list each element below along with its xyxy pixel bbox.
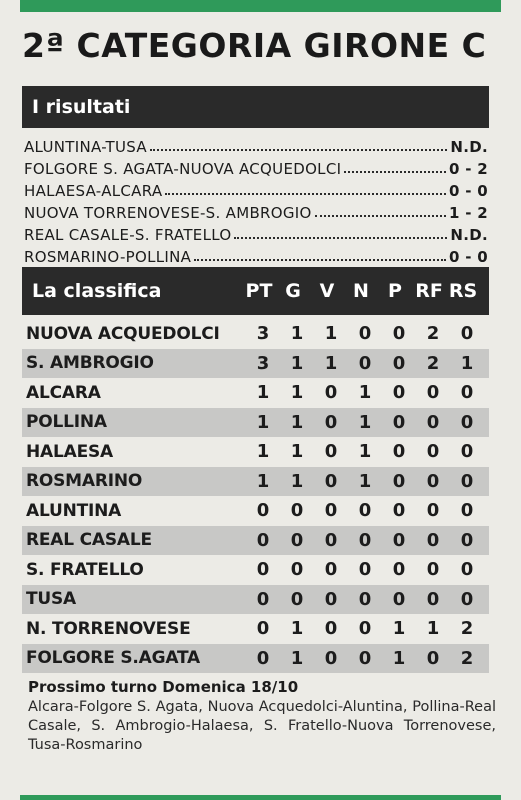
- stat-rf: 0: [426, 559, 440, 581]
- stat-n: 0: [358, 618, 372, 640]
- team-name: S. FRATELLO: [26, 559, 144, 580]
- stat-v: 0: [324, 411, 338, 433]
- stat-pt: 1: [256, 470, 270, 492]
- column-header: RF: [415, 280, 443, 302]
- stat-rf: 2: [426, 323, 440, 345]
- stat-g: 0: [290, 559, 304, 581]
- leader-dots: [194, 259, 446, 261]
- stat-rf: 0: [426, 588, 440, 610]
- leader-dots: [165, 193, 446, 195]
- stat-pt: 0: [256, 647, 270, 669]
- stat-p: 0: [392, 500, 406, 522]
- stat-pt: 0: [256, 588, 270, 610]
- stat-v: 0: [324, 588, 338, 610]
- result-row: [24, 178, 488, 200]
- results-header: [22, 86, 489, 128]
- stat-p: 1: [392, 618, 406, 640]
- next-round-text: Alcara-Folgore S. Agata, Nuova Acquedolci-Aluntina, Pollina-Real Casale, S. Ambrogio-Halaesa, S. Fratello-Nuova Torrenovese, Tusa-Rosmarino: [28, 699, 496, 753]
- result-row: [24, 156, 488, 178]
- table-row: [22, 378, 489, 408]
- stat-pt: 1: [256, 382, 270, 404]
- table-row: [22, 408, 489, 438]
- result-match: ALUNTINA-TUSA: [24, 138, 147, 156]
- result-score: 0 - 0: [448, 248, 488, 266]
- team-name: ALUNTINA: [26, 500, 122, 521]
- stat-pt: 0: [256, 559, 270, 581]
- team-name: S. AMBROGIO: [26, 353, 154, 374]
- next-round-title: Prossimo turno Domenica 18/10: [28, 678, 299, 696]
- team-name: HALAESA: [26, 441, 113, 462]
- stat-rf: 0: [426, 529, 440, 551]
- result-match: NUOVA TORRENOVESE-S. AMBROGIO: [24, 204, 312, 222]
- stat-g: 1: [290, 647, 304, 669]
- stat-g: 1: [290, 352, 304, 374]
- result-row: [24, 134, 488, 156]
- results-label: I risultati: [32, 96, 131, 118]
- bottom-accent-bar: [20, 795, 501, 800]
- leader-dots: [344, 171, 446, 173]
- leader-dots: [150, 149, 447, 151]
- stat-rs: 0: [460, 441, 474, 463]
- team-name: REAL CASALE: [26, 530, 152, 551]
- stat-p: 0: [392, 382, 406, 404]
- stat-v: 1: [324, 352, 338, 374]
- standings-header: [22, 267, 489, 315]
- table-row: [22, 437, 489, 467]
- team-name: ALCARA: [26, 382, 101, 403]
- table-row: [22, 526, 489, 556]
- stat-v: 0: [324, 529, 338, 551]
- team-name: POLLINA: [26, 412, 107, 433]
- stat-g: 1: [290, 470, 304, 492]
- result-score: N.D.: [450, 138, 488, 156]
- stat-pt: 3: [256, 352, 270, 374]
- column-header: RS: [448, 280, 478, 302]
- team-name: NUOVA ACQUEDOLCI: [26, 323, 220, 344]
- stat-pt: 1: [256, 441, 270, 463]
- stat-pt: 0: [256, 529, 270, 551]
- stat-v: 0: [324, 500, 338, 522]
- stat-n: 1: [358, 441, 372, 463]
- stat-rf: 0: [426, 441, 440, 463]
- stat-n: 0: [358, 500, 372, 522]
- stat-v: 1: [324, 323, 338, 345]
- stat-rs: 2: [460, 618, 474, 640]
- leader-dots: [315, 215, 446, 217]
- stat-g: 1: [290, 323, 304, 345]
- stat-rf: 0: [426, 647, 440, 669]
- leader-dots: [234, 237, 447, 239]
- team-name: FOLGORE S.AGATA: [26, 648, 201, 669]
- result-score: 0 - 2: [448, 160, 488, 178]
- result-row: [24, 244, 488, 266]
- stat-rs: 0: [460, 323, 474, 345]
- stat-rs: 0: [460, 470, 474, 492]
- stat-p: 1: [392, 647, 406, 669]
- stat-rs: 2: [460, 647, 474, 669]
- stat-p: 0: [392, 529, 406, 551]
- stat-rs: 0: [460, 559, 474, 581]
- stat-rs: 0: [460, 588, 474, 610]
- stat-pt: 1: [256, 411, 270, 433]
- stat-n: 0: [358, 529, 372, 551]
- stat-g: 0: [290, 588, 304, 610]
- stat-v: 0: [324, 559, 338, 581]
- team-name: ROSMARINO: [26, 471, 143, 492]
- stat-rs: 0: [460, 382, 474, 404]
- table-row: [22, 614, 489, 644]
- result-row: [24, 222, 488, 244]
- stat-rf: 0: [426, 500, 440, 522]
- stat-rf: 0: [426, 411, 440, 433]
- stat-p: 0: [392, 411, 406, 433]
- result-row: [24, 200, 488, 222]
- stat-p: 0: [392, 323, 406, 345]
- standings-label: La classifica: [32, 280, 162, 302]
- result-match: REAL CASALE-S. FRATELLO: [24, 226, 232, 244]
- team-name: N. TORRENOVESE: [26, 618, 191, 639]
- stat-rs: 0: [460, 500, 474, 522]
- stat-p: 0: [392, 588, 406, 610]
- stat-v: 0: [324, 470, 338, 492]
- column-header: P: [388, 280, 402, 302]
- stat-g: 0: [290, 500, 304, 522]
- stat-p: 0: [392, 470, 406, 492]
- stat-rf: 1: [426, 618, 440, 640]
- stat-p: 0: [392, 441, 406, 463]
- stat-p: 0: [392, 352, 406, 374]
- result-match: ROSMARINO-POLLINA: [24, 248, 192, 266]
- result-score: 1 - 2: [448, 204, 488, 222]
- column-header: N: [353, 280, 369, 302]
- column-header: PT: [245, 280, 273, 302]
- results-list: [24, 134, 488, 266]
- result-match: FOLGORE S. AGATA-NUOVA ACQUEDOLCI: [24, 160, 342, 178]
- stat-rf: 0: [426, 382, 440, 404]
- stat-v: 0: [324, 647, 338, 669]
- result-score: 0 - 0: [448, 182, 488, 200]
- stat-rs: 1: [460, 352, 474, 374]
- table-row: [22, 555, 489, 585]
- team-name: TUSA: [26, 589, 77, 610]
- table-row: [22, 349, 489, 379]
- table-row: [22, 496, 489, 526]
- stat-g: 1: [290, 411, 304, 433]
- result-score: N.D.: [450, 226, 488, 244]
- stat-n: 0: [358, 559, 372, 581]
- column-header: V: [319, 280, 335, 302]
- stat-rs: 0: [460, 411, 474, 433]
- stat-g: 1: [290, 441, 304, 463]
- stat-v: 0: [324, 382, 338, 404]
- table-row: [22, 467, 489, 497]
- stat-g: 1: [290, 618, 304, 640]
- result-match: HALAESA-ALCARA: [24, 182, 163, 200]
- table-row: [22, 319, 489, 349]
- stat-n: 0: [358, 588, 372, 610]
- stat-rs: 0: [460, 529, 474, 551]
- stat-n: 0: [358, 647, 372, 669]
- stat-pt: 3: [256, 323, 270, 345]
- stat-rf: 0: [426, 470, 440, 492]
- stat-pt: 0: [256, 618, 270, 640]
- stat-n: 0: [358, 352, 372, 374]
- stat-v: 0: [324, 441, 338, 463]
- stat-v: 0: [324, 618, 338, 640]
- top-accent-bar: [20, 0, 501, 12]
- stat-n: 1: [358, 411, 372, 433]
- table-row: [22, 585, 489, 615]
- stat-g: 1: [290, 382, 304, 404]
- stat-n: 1: [358, 382, 372, 404]
- stat-p: 0: [392, 559, 406, 581]
- standings-columns: [242, 280, 480, 302]
- stat-n: 0: [358, 323, 372, 345]
- standings-table: [22, 319, 489, 673]
- stat-g: 0: [290, 529, 304, 551]
- stat-n: 1: [358, 470, 372, 492]
- column-header: G: [285, 280, 301, 302]
- stat-pt: 0: [256, 500, 270, 522]
- page-title: 2ª CATEGORIA GIRONE C: [22, 26, 487, 65]
- table-row: [22, 644, 489, 674]
- stat-rf: 2: [426, 352, 440, 374]
